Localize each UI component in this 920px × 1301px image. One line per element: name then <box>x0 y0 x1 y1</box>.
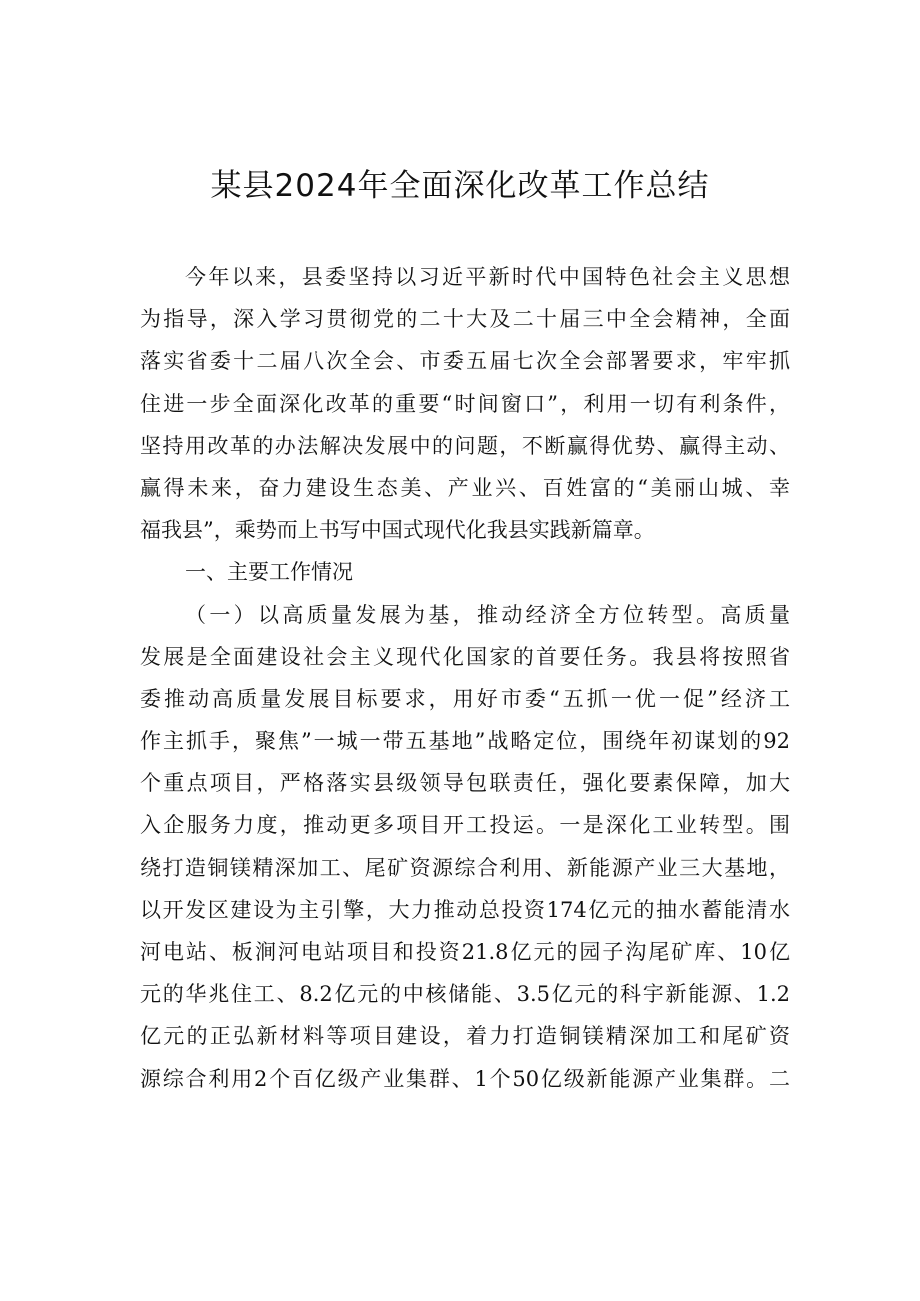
paragraph-line: 赢得未来，奋力建设生态美、产业兴、百姓富的“美丽山城、幸 <box>140 475 790 500</box>
paragraph-line: 住进一步全面深化改革的重要“时间窗口”，利用一切有利条件， <box>140 391 790 416</box>
paragraph-line: 发展是全面建设社会主义现代化国家的首要任务。我县将按照省 <box>140 644 790 669</box>
section-heading: 一、主要工作情况 <box>185 560 353 585</box>
paragraph-line: 河电站、板涧河电站项目和投资21.8亿元的园子沟尾矿库、10亿 <box>140 940 790 964</box>
paragraph-line: 入企服务力度，推动更多项目开工投运。一是深化工业转型。围 <box>140 813 790 838</box>
paragraph-line: 元的华兆住工、8.2亿元的中核储能、3.5亿元的科宇新能源、1.2 <box>140 982 790 1007</box>
paragraph-line: 以开发区建设为主引擎，大力推动总投资174亿元的抽水蓄能清水 <box>140 897 790 922</box>
paragraph-line: （一）以高质量发展为基，推动经济全方位转型。高质量 <box>185 602 790 627</box>
paragraph-line: 作主抓手，聚焦”一城一带五基地”战略定位，围绕年初谋划的92 <box>140 729 790 754</box>
paragraph-line: 亿元的正弘新材料等项目建设，着力打造铜镁精深加工和尾矿资 <box>140 1024 790 1049</box>
paragraph-line: 委推动高质量发展目标要求，用好市委“五抓一优一促”经济工 <box>140 686 790 711</box>
paragraph-line: 今年以来，县委坚持以习近平新时代中国特色社会主义思想 <box>185 265 790 289</box>
paragraph-line: 坚持用改革的办法解决发展中的问题，不断赢得优势、赢得主动、 <box>140 433 790 458</box>
document-title: 某县2024年全面深化改革工作总结 <box>210 168 710 204</box>
document-body <box>140 256 790 1100</box>
paragraph-line: 落实省委十二届八次全会、市委五届七次全会部署要求，牢牢抓 <box>140 349 790 374</box>
paragraph-line: 福我县”，乘势而上书写中国式现代化我县实践新篇章。 <box>140 518 655 543</box>
paragraph-line: 绕打造铜镁精深加工、尾矿资源综合利用、新能源产业三大基地， <box>140 855 790 880</box>
paragraph-line: 个重点项目，严格落实县级领导包联责任，强化要素保障，加大 <box>140 771 790 796</box>
paragraph-line: 源综合利用2个百亿级产业集群、1个50亿级新能源产业集群。二 <box>140 1066 790 1091</box>
paragraph-line: 为指导，深入学习贯彻党的二十大及二十届三中全会精神，全面 <box>140 307 790 332</box>
